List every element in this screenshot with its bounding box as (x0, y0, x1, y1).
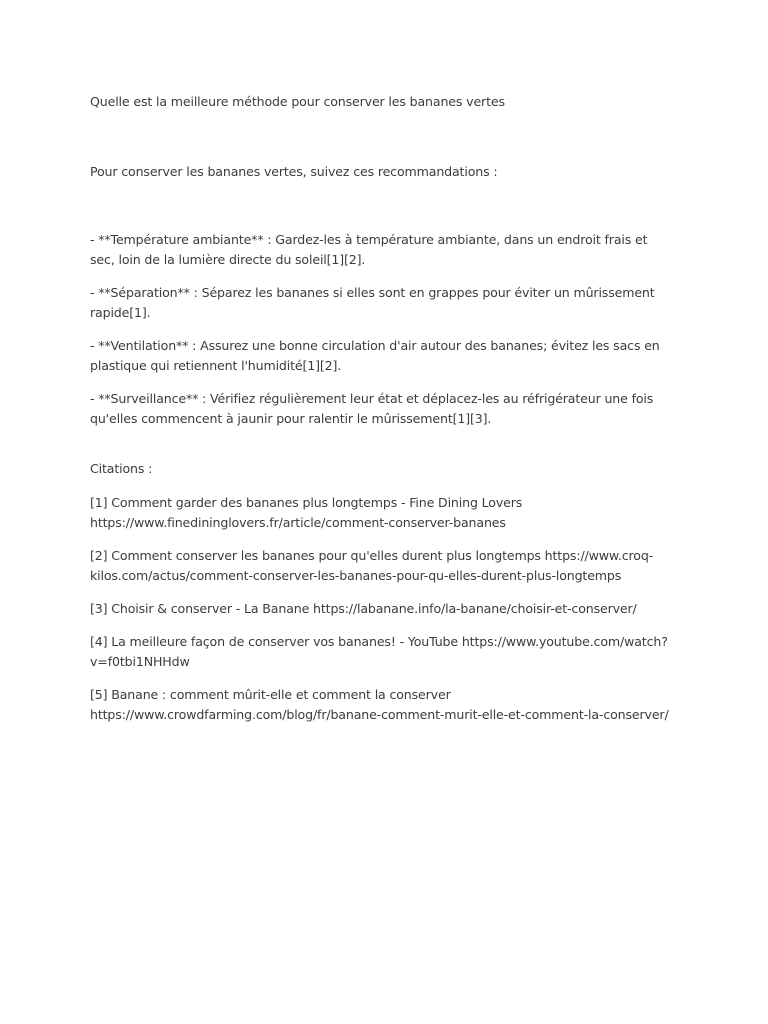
citations-heading: Citations : (90, 461, 153, 476)
recommendation-separation: - **Séparation** : Séparez les bananes si elles sont en grappes pour éviter un mûrissement rapide[1]. (90, 285, 655, 320)
citation-item: [3] Choisir & conserver - La Banane https://labanane.info/la-banane/choisir-et-conserver/ (90, 601, 637, 616)
citation-item: [5] Banane : comment mûrit-elle et comment la conserver https://www.crowdfarming.com/blog/fr/banane-comment-murit-elle-et-comment-la-conserver/ (90, 687, 669, 722)
citation-item: [2] Comment conserver les bananes pour qu'elles durent plus longtemps https://www.croq-kilos.com/actus/comment-conserver-les-bananes-pour-qu-elles-durent-plus-longtemps (90, 548, 654, 583)
recommendation-ventilation: - **Ventilation** : Assurez une bonne circulation d'air autour des bananes; évitez les sacs en plastique qui retiennent l'humidité[1][2]. (90, 338, 660, 373)
citation-item: [4] La meilleure façon de conserver vos bananes! - YouTube https://www.youtube.com/watch?v=f0tbi1NHHdw (90, 634, 668, 669)
intro-text: Pour conserver les bananes vertes, suivez ces recommandations : (90, 164, 498, 179)
document-body (90, 92, 670, 738)
citation-list (90, 493, 670, 725)
citation-item: [1] Comment garder des bananes plus longtemps - Fine Dining Lovers https://www.finedininglovers.fr/article/comment-conserver-bananes (90, 495, 523, 530)
recommendation-temperature: - **Température ambiante** : Gardez-les à température ambiante, dans un endroit frais et sec, loin de la lumière directe du soleil[1][2]. (90, 232, 648, 267)
recommendation-list (90, 230, 670, 429)
recommendation-surveillance: - **Surveillance** : Vérifiez régulièrement leur état et déplacez-les au réfrigérateur une fois qu'elles commencent à jaunir pour ralentir le mûrissement[1][3]. (90, 391, 654, 426)
question-text: Quelle est la meilleure méthode pour conserver les bananes vertes (90, 94, 505, 109)
